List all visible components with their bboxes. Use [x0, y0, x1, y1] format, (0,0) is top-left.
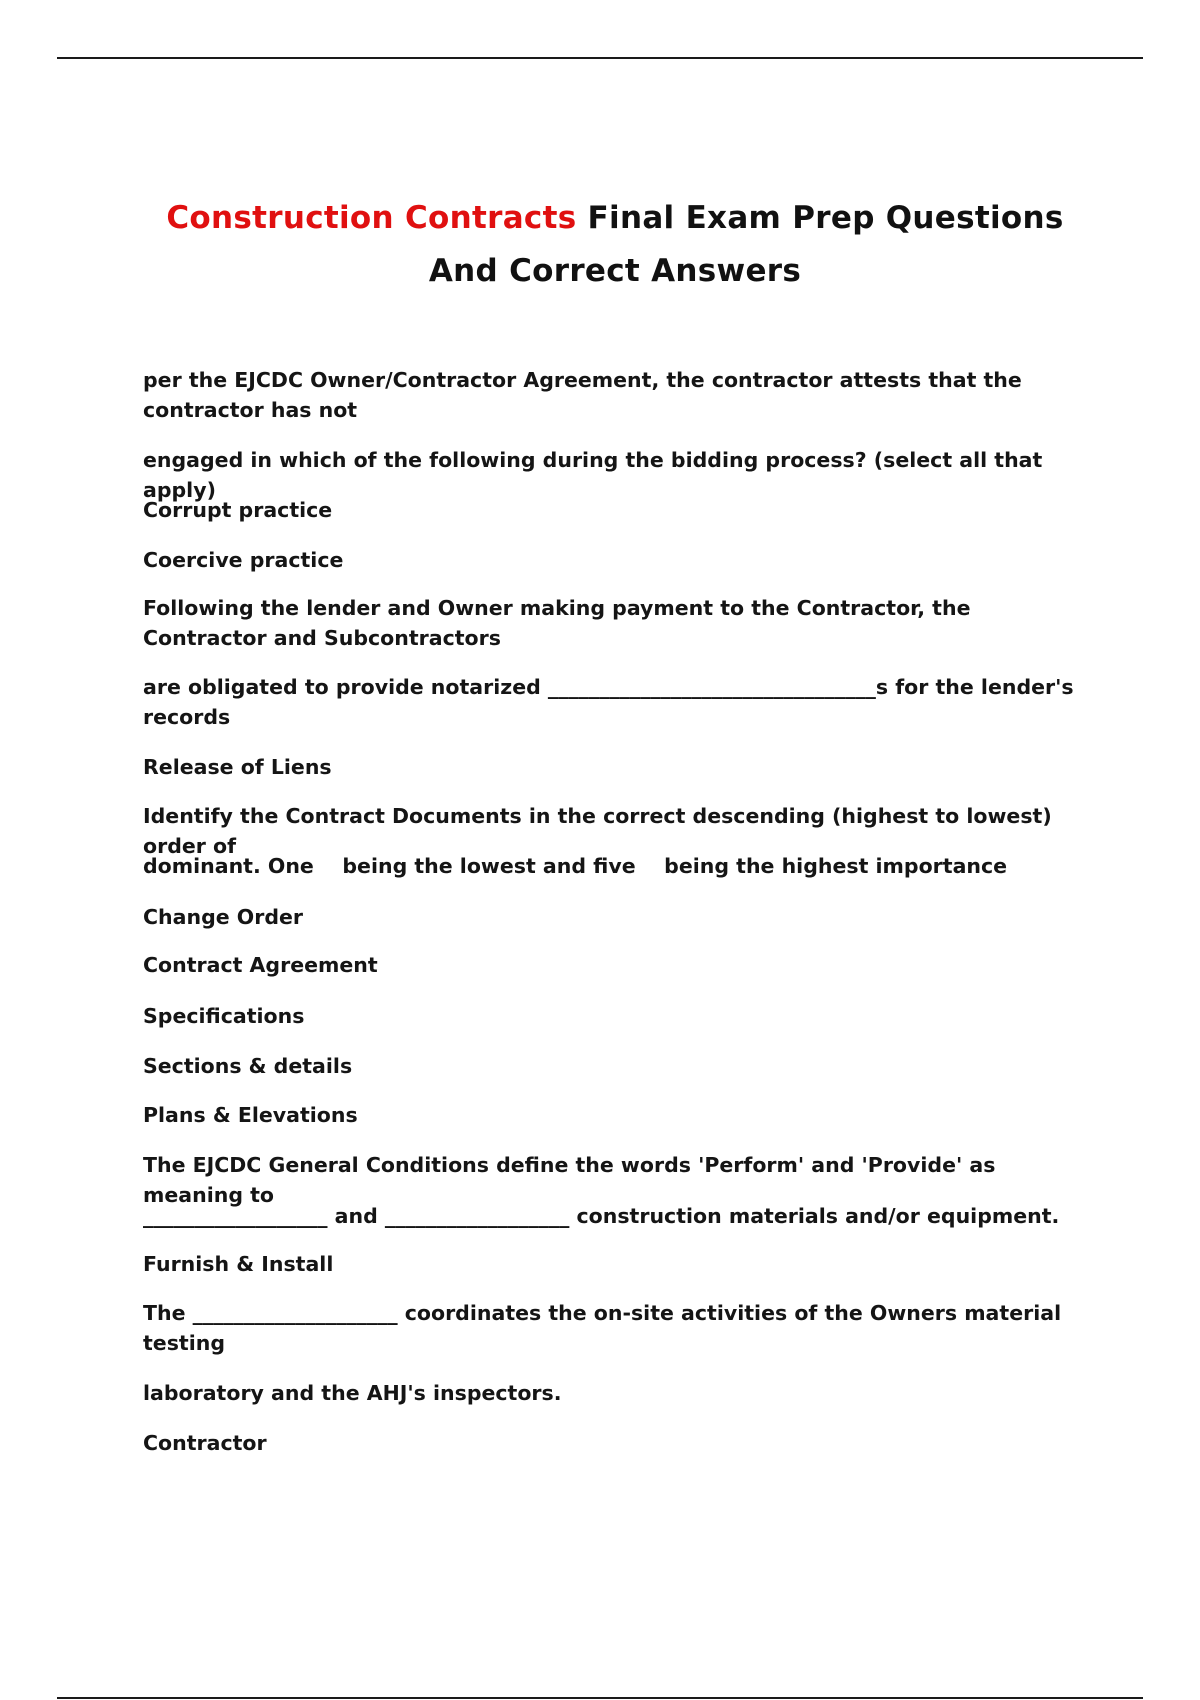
title-line-2: And Correct Answers — [428, 253, 802, 289]
answer-text: Furnish & Install — [143, 1252, 334, 1276]
top-rule — [57, 57, 1143, 59]
answer-text: Specifications — [143, 1004, 305, 1028]
answer-text: Plans & Elevations — [143, 1103, 358, 1127]
document-title — [100, 192, 1130, 298]
answer-text: Change Order — [143, 905, 304, 929]
question-text: laboratory and the AHJ's inspectors. — [143, 1381, 562, 1405]
question-text: are obligated to provide notarized ________________________________s for the lender's records — [143, 675, 1074, 729]
question-text: engaged in which of the following during the bidding process? (select all that apply) — [143, 448, 1043, 502]
bottom-rule — [57, 1697, 1143, 1699]
question-text: Following the lender and Owner making payment to the Contractor, the Contractor and Subcontractors — [143, 596, 971, 650]
question-text: __________________ and __________________ construction materials and/or equipment. — [143, 1204, 1060, 1228]
answer-text: Release of Liens — [143, 755, 332, 779]
question-text: Identify the Contract Documents in the correct descending (highest to lowest) order of — [143, 804, 1052, 858]
answer-text: Contractor — [143, 1431, 267, 1455]
title-rest: Final Exam Prep Questions — [576, 200, 1064, 236]
question-text: per the EJCDC Owner/Contractor Agreement, the contractor attests that the contractor has not — [143, 368, 1022, 422]
answer-text: Contract Agreement — [143, 953, 378, 977]
question-text: The EJCDC General Conditions define the words 'Perform' and 'Provide' as meaning to — [143, 1153, 996, 1207]
title-highlight: Construction Contracts — [166, 200, 577, 236]
answer-text: Corrupt practice — [143, 498, 333, 522]
question-text: The ____________________ coordinates the on-site activities of the Owners material testing — [143, 1301, 1062, 1355]
answer-text: Sections & details — [143, 1054, 353, 1078]
question-text: dominant. One being the lowest and five being the highest importance — [143, 854, 1008, 878]
answer-text: Coercive practice — [143, 548, 344, 572]
